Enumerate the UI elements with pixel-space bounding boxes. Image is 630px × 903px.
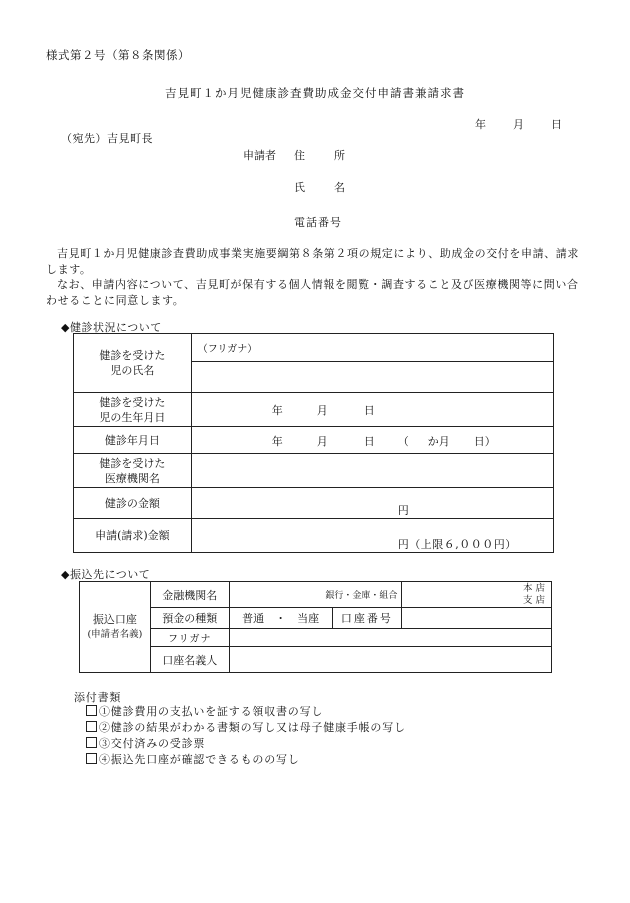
request-amount-field[interactable]	[191, 519, 553, 553]
holder-label: 口座名義人	[150, 647, 229, 673]
bank-name-field[interactable]	[229, 582, 402, 608]
attachment-item-4[interactable]: ④振込先口座が確認できるものの写し	[86, 752, 406, 768]
page-title: 吉見町１か月児健康診査費助成金交付申請書兼請求書	[165, 86, 465, 100]
account-label: 振込口座 (申請者名義)	[80, 582, 151, 673]
holder-furigana-label: フリガナ	[150, 629, 229, 647]
holder-name-field[interactable]	[229, 647, 551, 673]
birth-day-unit: 日	[363, 404, 375, 417]
child-name-field[interactable]	[191, 362, 553, 393]
child-name-label: 健診を受けた 児の氏名	[74, 334, 192, 393]
account-number-label: 口座番号	[332, 608, 402, 629]
branch-field[interactable]	[402, 582, 552, 608]
attachment-item-2[interactable]: ②健診の結果がわかる書類の写し又は母子健康手帳の写し	[86, 720, 406, 736]
amount-field[interactable]	[191, 488, 553, 519]
attachments-heading: 添付書類	[74, 691, 122, 704]
checkup-day-unit: 日	[363, 435, 375, 448]
checkbox-icon[interactable]	[86, 737, 97, 748]
date-year: 年	[475, 118, 486, 131]
institution-label: 健診を受けた 医療機関名	[74, 454, 192, 488]
attachment-item-1[interactable]: ①健診費用の支払いを証する領収書の写し	[86, 704, 406, 720]
transfer-table	[79, 581, 552, 673]
addressee: （宛先）吉見町長	[61, 132, 153, 145]
birth-month-unit: 月	[316, 404, 328, 417]
transfer-heading: ◆振込先について	[61, 568, 151, 581]
furigana-note: （フリガナ）	[197, 344, 258, 355]
name-char-1: 氏	[294, 181, 305, 194]
checkbox-icon[interactable]	[86, 753, 97, 764]
checkup-year-unit: 年	[271, 435, 283, 448]
child-furigana-field[interactable]	[191, 334, 553, 362]
body-paragraph-1: 吉見町１か月児健康診査費助成事業実施要綱第８条第２項の規定により、助成金の交付を申請、請求します。	[46, 247, 579, 276]
body-paragraph-2: なお、申請内容について、吉見町が保有する個人情報を閲覧・調査すること及び医療機関等に問い合わせることに同意します。	[46, 278, 579, 307]
name-char-2: 名	[334, 181, 345, 194]
checkup-month-unit: 月	[316, 435, 328, 448]
checkup-table	[73, 333, 554, 553]
phone-label: 電話番号	[294, 216, 342, 229]
branch-main: 本 店	[522, 582, 545, 594]
checkbox-icon[interactable]	[86, 721, 97, 732]
holder-furigana-field[interactable]	[229, 629, 551, 647]
attachment-item-3[interactable]: ③交付済みの受診票	[86, 736, 406, 752]
checkup-kagetsu-unit: か月	[427, 435, 450, 448]
applicant-label: 申請者	[243, 149, 276, 162]
deposit-type-label: 預金の種類	[150, 608, 229, 629]
address-char-1: 住	[294, 149, 305, 162]
request-label: 申請(請求)金額	[74, 519, 192, 553]
checkbox-icon[interactable]	[86, 705, 97, 716]
account-number-field[interactable]	[402, 608, 552, 629]
institution-field[interactable]	[191, 454, 553, 488]
amount-unit: 円	[397, 504, 409, 517]
checkup-heading: ◆健診状況について	[61, 321, 162, 334]
request-unit: 円（上限６,０００円）	[397, 538, 517, 551]
bank-types: 銀行・金庫・組合	[325, 591, 398, 601]
checkup-day2-unit: 日）	[473, 435, 496, 448]
branch-sub: 支 店	[522, 594, 545, 606]
checkup-paren-open: （	[397, 435, 409, 448]
date-month: 月	[513, 118, 524, 131]
form-number: 様式第２号（第８条関係）	[46, 48, 190, 62]
bank-label: 金融機関名	[150, 582, 229, 608]
checkup-date-field[interactable]	[191, 427, 553, 454]
amount-label: 健診の金額	[74, 488, 192, 519]
date-day: 日	[551, 118, 562, 131]
address-char-2: 所	[334, 149, 345, 162]
birth-year-unit: 年	[271, 404, 283, 417]
attachments-list	[86, 704, 406, 768]
deposit-type-options[interactable]: 普通 ・ 当座	[229, 608, 332, 629]
checkup-date-label: 健診年月日	[74, 427, 192, 454]
birthdate-label: 健診を受けた 児の生年月日	[74, 393, 192, 427]
birthdate-field[interactable]	[191, 393, 553, 427]
